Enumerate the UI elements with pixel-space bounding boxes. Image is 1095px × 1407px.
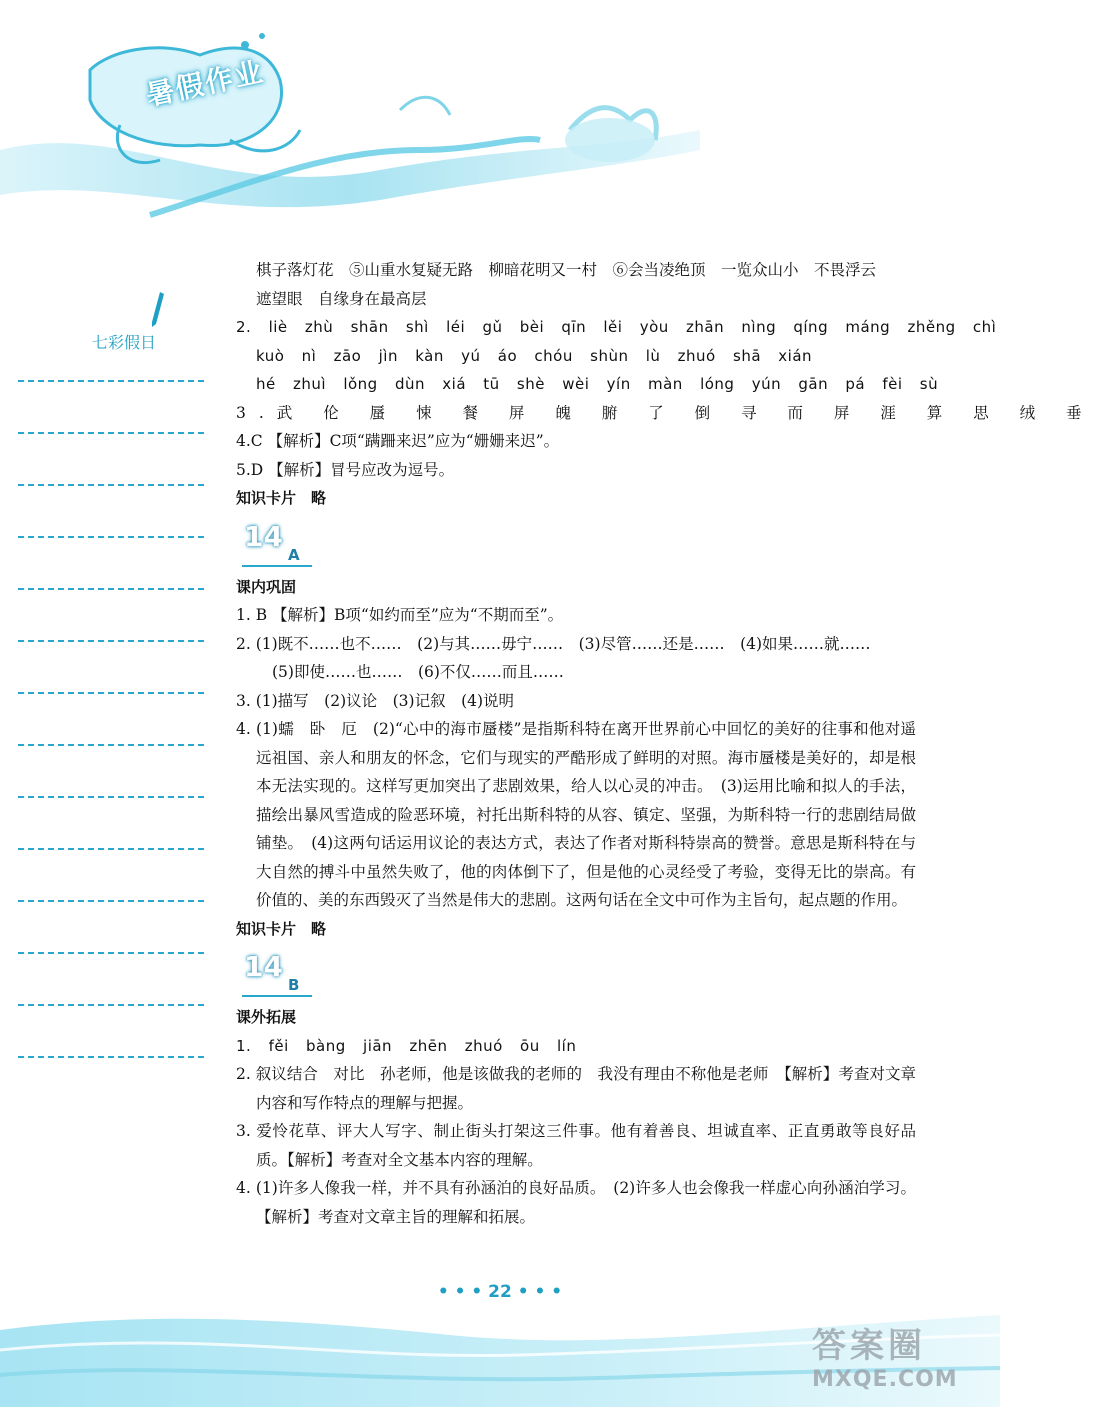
section-heading: 课内巩固 <box>236 577 297 596</box>
answer-line: 遮望眼 自缘身在最高层 <box>256 289 427 308</box>
watermark-text: 答案圈 <box>812 1326 926 1366</box>
note-line <box>18 432 204 434</box>
answer-content <box>236 256 1095 1231</box>
answer-line: 5.D 【解析】冒号应改为逗号。 <box>236 460 455 479</box>
pinyin-line: kuò nì zāo jìn kàn yú áo chóu shùn lù zhuó shā xián <box>256 346 813 365</box>
note-line <box>18 380 204 382</box>
pinyin-line: 1. fěi bàng jiān zhēn zhuó ōu lín <box>236 1036 577 1055</box>
section-heading: 课外拓展 <box>236 1008 297 1026</box>
answer-line: 4.C 【解析】C项“蹒跚来迟”应为“姗姗来迟”。 <box>236 432 560 450</box>
lesson-badge <box>236 949 916 1001</box>
watermark-url: MXQE.COM <box>812 1367 958 1392</box>
note-line <box>18 796 204 798</box>
note-line <box>18 692 204 694</box>
answer-paragraph: 3. 爱怜花草、评大人写字、制止街头打架这三件事。他有着善良、坦诚直率、正直勇敢等良好品质。【解析】考查对全文基本内容的理解。 <box>236 1122 916 1169</box>
note-line <box>18 1004 204 1006</box>
answer-paragraph: 4. (1)许多人像我一样，并不具有孙涵泊的良好品质。 (2)许多人也会像我一样虚心向孙涵泊学习。【解析】考查对文章主旨的理解和拓展。 <box>236 1179 916 1226</box>
lesson-number: 14 <box>244 950 283 983</box>
note-line <box>18 484 204 486</box>
sidebar-label: 七彩假日 <box>92 333 157 352</box>
pencil-icon <box>148 290 168 330</box>
answer-line: 棋子落灯花 ⑤山重水复疑无路 柳暗花明又一村 ⑥会当凌绝顶 一览众山小 不畏浮云 <box>256 261 877 279</box>
answer-line: 3. (1)描写 (2)议论 (3)记叙 (4)说明 <box>236 691 515 710</box>
watermark-logo <box>812 1318 992 1392</box>
answer-paragraph: 4. (1)蠕 卧 厄 (2)“心中的海市蜃楼”是指斯科特在离开世界前心中回忆的美好的往事和他对遥远祖国、亲人和朋友的怀念，它们与现实的严酷形成了鲜明的对照。海市蜃楼是美好的，却是根本无法实现的。这样写更加突出了悲剧效果，给人以心灵的冲击。 (3)运用比喻和拟人的手法，描绘出暴风雪造成的险恶环境，衬托出斯科特的从容、镇定、坚强，为斯科特一行的悲剧结局做铺垫。 (4)这两句话运用议论的表达方式，表达了作者对斯科特崇高的赞誉。意思是斯科特在与大自然的搏斗中虽然失败了，他的肉体倒下了，但是他的心灵经受了考验，变得无比的崇高。有价值的、美的东西毁灭了当然是伟大的悲剧。这两句话在全文中可作为主旨句，起点题的作用。 <box>236 720 916 909</box>
lesson-letter: B <box>288 976 300 994</box>
badge-underline <box>242 565 312 567</box>
knowledge-card: 知识卡片 略 <box>236 919 327 938</box>
note-line <box>18 1056 204 1058</box>
note-line <box>18 744 204 746</box>
page-number: • • • 22 • • • <box>437 1282 563 1302</box>
note-line <box>18 536 204 538</box>
lesson-number: 14 <box>244 519 283 553</box>
header-title: 暑假作业 <box>143 54 268 113</box>
pinyin-line: 2. liè zhù shān shì léi gǔ bèi qīn lěi yòu zhān nìng qíng máng zhěng chì <box>236 318 997 336</box>
note-line <box>18 588 204 590</box>
note-line <box>18 900 204 902</box>
answer-line: 3.武 伦 蜃 悚 餐 屏 魄 腑 了 倒 寻 而 屏 涯 算 思 绒 垂 <box>236 403 1095 422</box>
badge-underline <box>242 995 312 997</box>
lesson-letter: A <box>288 545 300 564</box>
header-decoration <box>0 0 1000 235</box>
answer-line: 2. (1)既不……也不…… (2)与其……毋宁…… (3)尽管……还是…… (4)如果……就…… <box>236 634 871 653</box>
answer-paragraph: 2. 叙议结合 对比 孙老师，他是该做我的老师的 我没有理由不称他是老师 【解析】考查对文章内容和写作特点的理解与把握。 <box>236 1065 916 1112</box>
answer-line: 1. B 【解析】B项“如约而至”应为“不期而至”。 <box>236 606 564 624</box>
note-line <box>18 848 204 850</box>
note-line <box>18 640 204 642</box>
lesson-badge <box>236 519 916 571</box>
knowledge-card: 知识卡片 略 <box>236 489 327 507</box>
answer-line: (5)即使……也…… (6)不仅……而且…… <box>272 663 564 681</box>
note-line <box>18 952 204 954</box>
pinyin-line: hé zhuì lǒng dùn xiá tū shè wèi yín màn lóng yún gān pá fèi sù <box>256 375 939 393</box>
